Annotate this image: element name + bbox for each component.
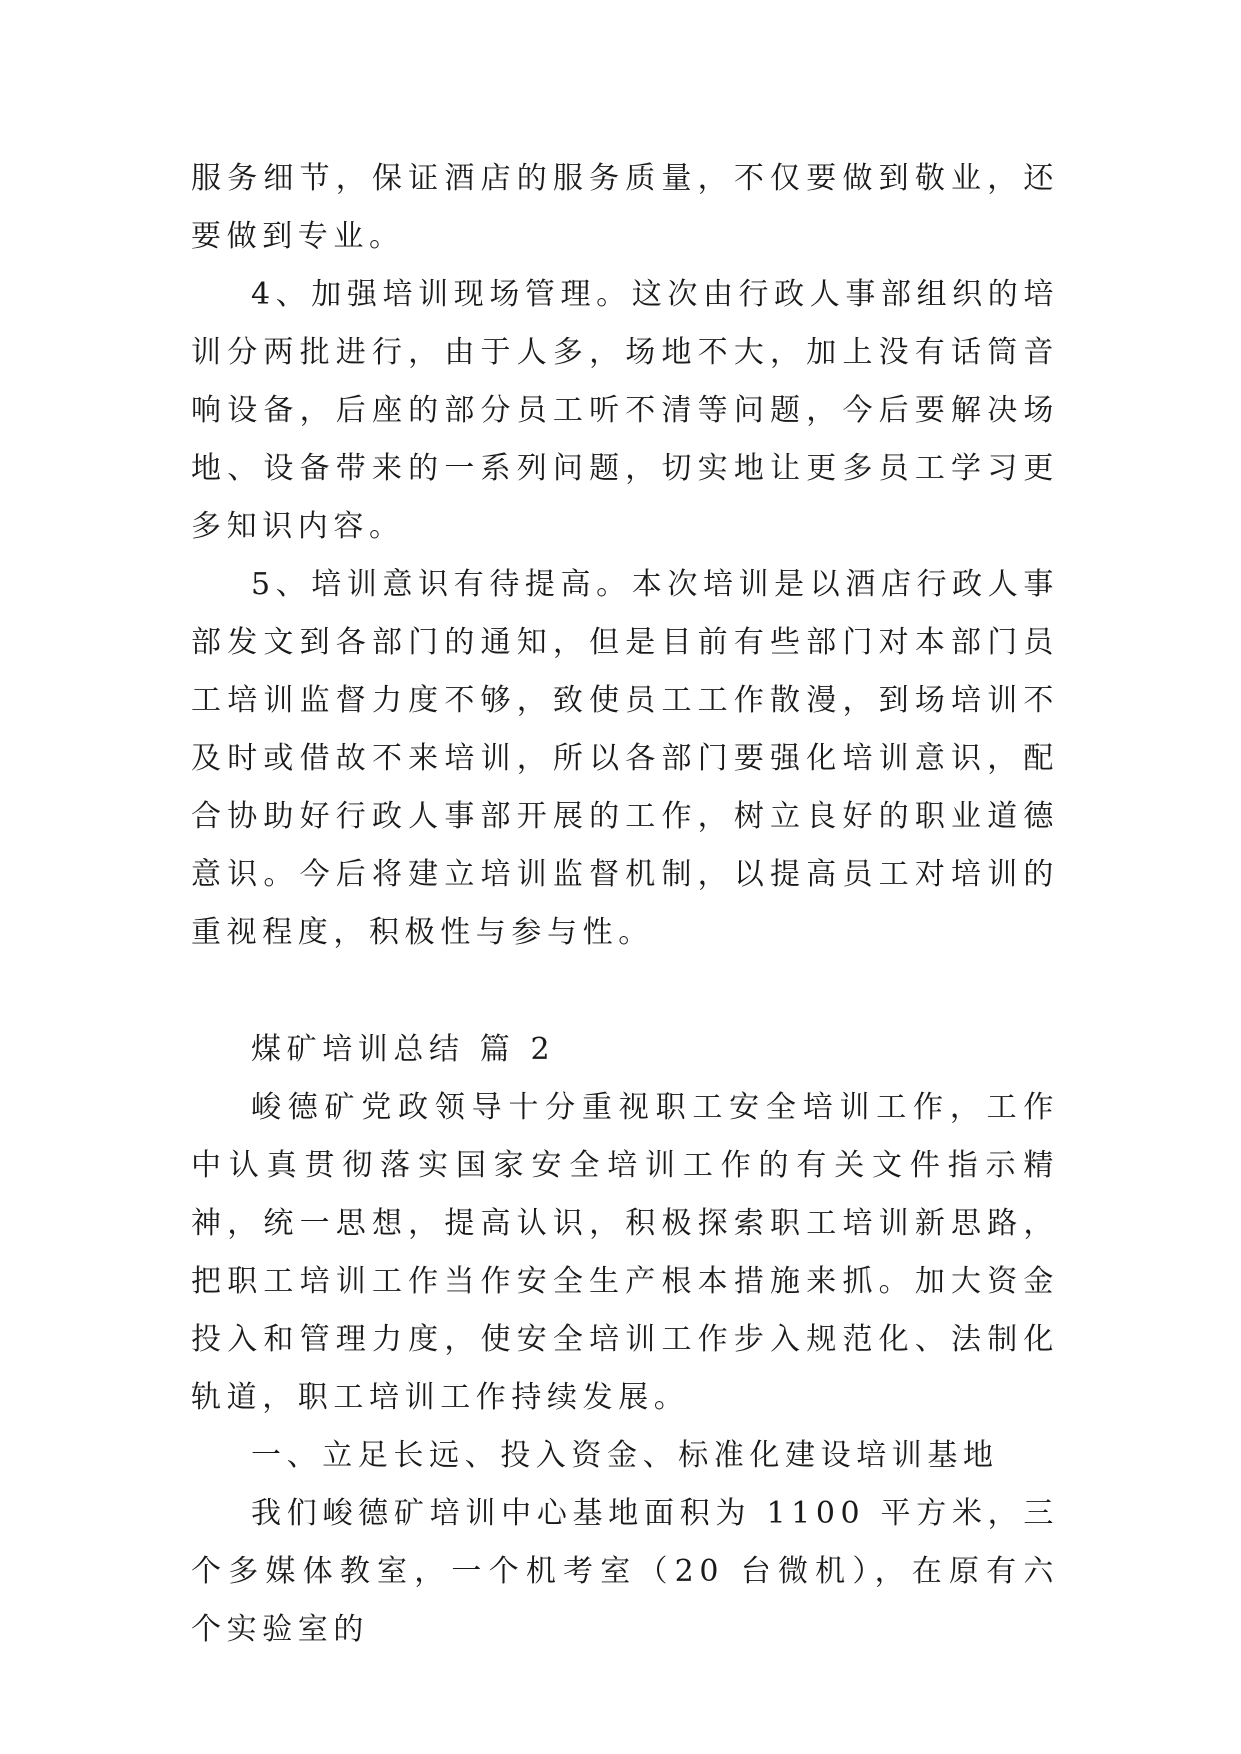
paragraph-item-4: 4、加强培训现场管理。这次由行政人事部组织的培训分两批进行，由于人多，场地不大，加上没有话筒音响设备，后座的部分员工听不清等问题，今后要解决场地、设备带来的一系列问题，切实地让更多员工学习更多知识内容。 bbox=[191, 277, 1059, 544]
document-body bbox=[191, 150, 1059, 1659]
paragraph-item-5: 5、培训意识有待提高。本次培训是以酒店行政人事部发文到各部门的通知，但是目前有些部门对本部门员工培训监督力度不够，致使员工工作散漫，到场培训不及时或借故不来培训，所以各部门要强化培训意识，配合协助好行政人事部开展的工作，树立良好的职业道德意识。今后将建立培训监督机制，以提高员工对培训的重视程度，积极性与参与性。 bbox=[191, 567, 1059, 950]
paragraph-base: 我们峻德矿培训中心基地面积为 1100 平方米，三个多媒体教室，一个机考室（20 台微机），在原有六个实验室的 bbox=[191, 1496, 1059, 1647]
section-heading: 煤矿培训总结 篇 2 bbox=[251, 1032, 556, 1067]
section-gap bbox=[191, 962, 1059, 1021]
paragraph-intro: 峻德矿党政领导十分重视职工安全培训工作，工作中认真贯彻落实国家安全培训工作的有关文件指示精神，统一思想，提高认识，积极探索职工培训新思路，把职工培训工作当作安全生产根本措施来抓。加大资金投入和管理力度，使安全培训工作步入规范化、法制化轨道，职工培训工作持续发展。 bbox=[191, 1090, 1059, 1415]
paragraph-continued: 服务细节，保证酒店的服务质量，不仅要做到敬业，还要做到专业。 bbox=[191, 161, 1059, 254]
subheading-one: 一、立足长远、投入资金、标准化建设培训基地 bbox=[251, 1438, 999, 1473]
